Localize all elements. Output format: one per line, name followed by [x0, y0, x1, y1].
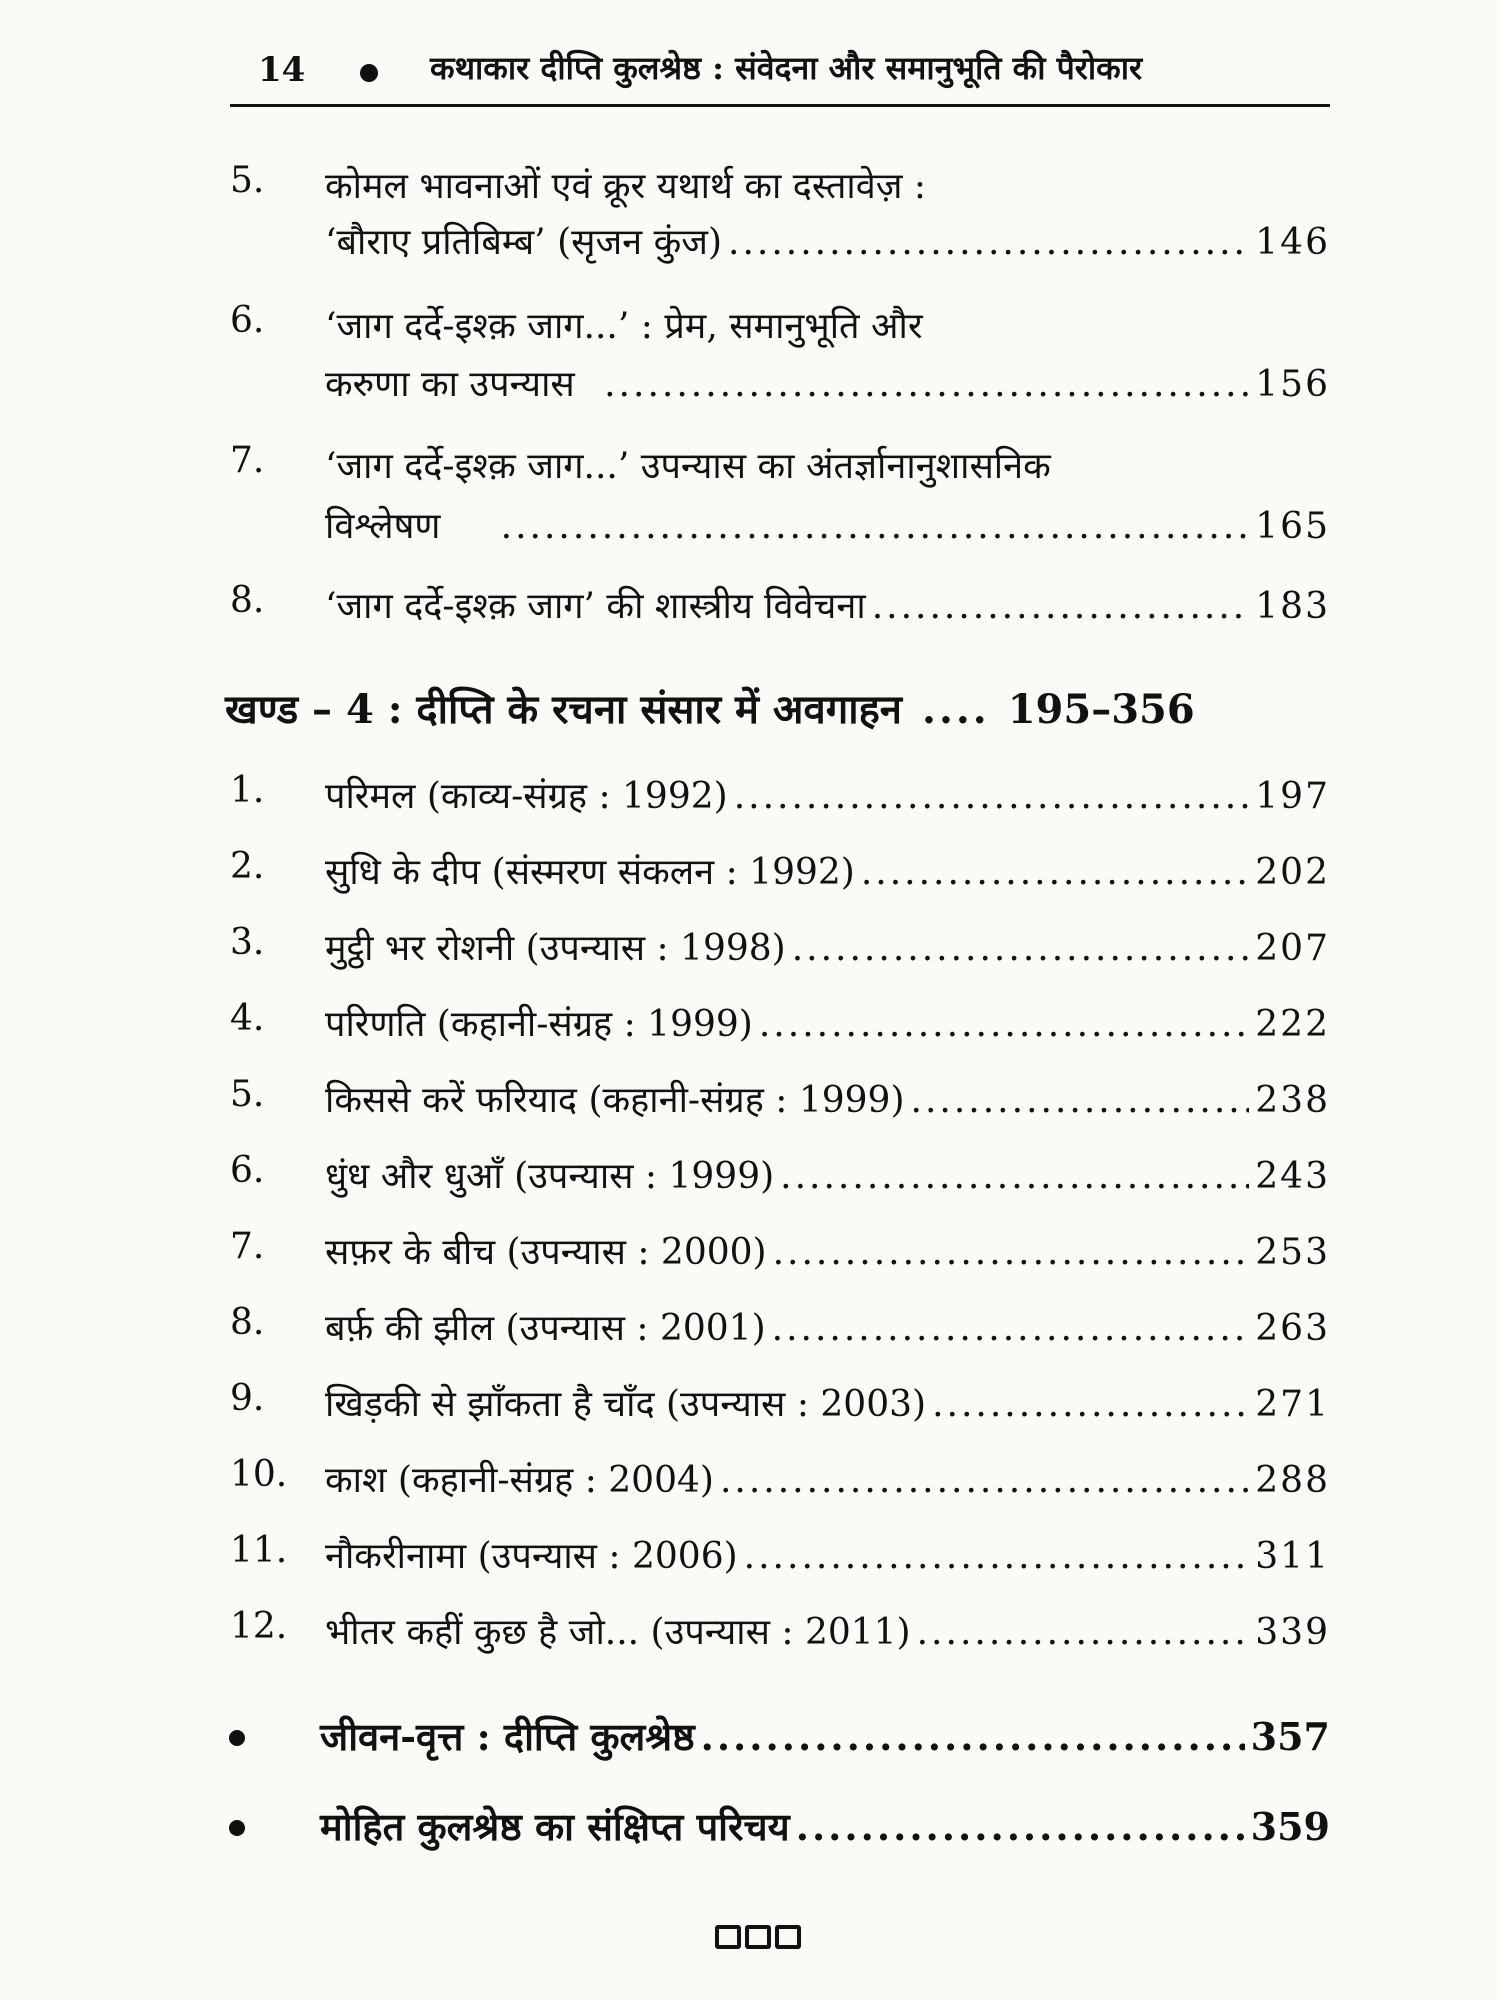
entry-number: 11. — [230, 1530, 288, 1571]
entry-page: 311 — [1255, 1536, 1330, 1577]
entry-page: 243 — [1255, 1156, 1330, 1197]
leader-dots — [792, 928, 1250, 969]
entry-page: 156 — [1255, 364, 1330, 405]
entry-number: 3. — [230, 922, 265, 963]
entry-title: परिणति (कहानी-संग्रह : 1999) — [325, 1004, 753, 1045]
toc-entry — [230, 440, 1330, 550]
section-title: खण्ड – 4 : दीप्ति के रचना संसार में अवगाहन — [225, 686, 903, 733]
toc-entry — [230, 1606, 1330, 1662]
entry-page: 253 — [1255, 1232, 1330, 1273]
entry-page: 357 — [1250, 1714, 1330, 1759]
entry-page: 271 — [1255, 1384, 1330, 1425]
toc-entry — [230, 770, 1330, 826]
leader-dots — [720, 1460, 1249, 1501]
header-bullet-icon — [360, 64, 378, 82]
entry-page: 222 — [1255, 1004, 1330, 1045]
entry-number: 1. — [230, 770, 265, 811]
entry-number: 9. — [230, 1378, 265, 1419]
entry-title: परिमल (काव्य-संग्रह : 1992) — [325, 776, 728, 817]
entry-title: किससे करें फरियाद (कहानी-संग्रह : 1999) — [325, 1080, 905, 1121]
entry-number: 8. — [230, 580, 265, 621]
entry-title-line1: ‘जाग दर्दे-इश्क़ जाग...’ : प्रेम, समानुभूति और — [325, 306, 923, 347]
entry-page: 165 — [1255, 506, 1330, 547]
leader-dots — [932, 1384, 1249, 1425]
leader-dots — [759, 1004, 1249, 1045]
leader-dots — [773, 1232, 1250, 1273]
leader-dots — [734, 776, 1250, 817]
entry-number: 10. — [230, 1454, 288, 1495]
page-number: 14 — [258, 50, 306, 90]
leader-dots — [604, 364, 1249, 405]
leader-dots — [701, 1714, 1245, 1759]
toc-entry — [230, 160, 1330, 270]
leader-dots — [744, 1536, 1250, 1577]
leader-dots — [728, 222, 1249, 263]
end-mark-icon — [715, 1925, 801, 1949]
toc-entry — [230, 1226, 1330, 1282]
entry-page: 339 — [1255, 1612, 1330, 1653]
running-header — [230, 36, 1330, 100]
toc-entry — [230, 922, 1330, 978]
toc-entry — [230, 1150, 1330, 1206]
entry-page: 238 — [1255, 1080, 1330, 1121]
entry-page: 183 — [1255, 586, 1330, 627]
entry-title: खिड़की से झाँकता है चाँद (उपन्यास : 2003) — [325, 1384, 927, 1425]
toc-entry — [230, 1378, 1330, 1434]
entry-title-line1: ‘जाग दर्दे-इश्क़ जाग...’ उपन्यास का अंतर्ज्ञानानुशासनिक — [325, 446, 1051, 487]
entry-title: मुट्ठी भर रोशनी (उपन्यास : 1998) — [325, 928, 786, 969]
entry-page: 207 — [1255, 928, 1330, 969]
section-dots: .... — [922, 686, 990, 733]
toc-entry — [230, 1302, 1330, 1358]
entry-number: 5. — [230, 1074, 265, 1115]
entry-page: 146 — [1255, 222, 1330, 263]
entry-title: धुंध और धुआँ (उपन्यास : 1999) — [325, 1156, 775, 1197]
entry-number: 7. — [230, 1226, 265, 1267]
entry-number: 4. — [230, 998, 265, 1039]
toc-entry — [230, 580, 1330, 636]
toc-entry — [230, 300, 1330, 410]
leader-dots — [501, 506, 1250, 547]
entry-title: बर्फ़ की झील (उपन्यास : 2001) — [325, 1308, 766, 1349]
entry-number: 5. — [230, 160, 265, 201]
entry-title-line2: ‘बौराए प्रतिबिम्ब’ (सृजन कुंज) — [325, 222, 722, 263]
entry-number: 12. — [230, 1606, 288, 1647]
leader-dots — [872, 586, 1250, 627]
section-pages: 195–356 — [1007, 686, 1195, 733]
running-title: कथाकार दीप्ति कुलश्रेष्ठ : संवेदना और समानुभूति की पैरोकार — [430, 49, 1143, 87]
bullet-icon — [229, 1730, 245, 1746]
entry-title: जीवन-वृत्त : दीप्ति कुलश्रेष्ठ — [320, 1714, 695, 1759]
entry-title: नौकरीनामा (उपन्यास : 2006) — [325, 1536, 738, 1577]
toc-entry — [230, 1530, 1330, 1586]
bullet-icon — [229, 1820, 245, 1836]
toc-entry — [230, 998, 1330, 1054]
entry-number: 7. — [230, 440, 265, 481]
toc-entry — [230, 846, 1330, 902]
entry-number: 6. — [230, 300, 265, 341]
entry-title-line1: कोमल भावनाओं एवं क्रूर यथार्थ का दस्तावेज़ : — [325, 166, 927, 207]
entry-page: 197 — [1255, 776, 1330, 817]
entry-title: काश (कहानी-संग्रह : 2004) — [325, 1460, 714, 1501]
toc-entry — [230, 1074, 1330, 1130]
entry-title: सुधि के दीप (संस्मरण संकलन : 1992) — [325, 852, 855, 893]
entry-title-line2: करुणा का उपन्यास — [325, 364, 575, 405]
entry-number: 8. — [230, 1302, 265, 1343]
entry-number: 6. — [230, 1150, 265, 1191]
leader-dots — [861, 852, 1249, 893]
entry-page: 202 — [1255, 852, 1330, 893]
leader-dots — [796, 1804, 1245, 1849]
appendix-entry — [225, 1800, 1330, 1860]
header-rule — [230, 104, 1330, 107]
leader-dots — [917, 1612, 1250, 1653]
leader-dots — [911, 1080, 1250, 1121]
section-heading — [225, 680, 1330, 735]
leader-dots — [780, 1156, 1249, 1197]
entry-title: भीतर कहीं कुछ है जो... (उपन्यास : 2011) — [325, 1612, 911, 1653]
entry-title: सफ़र के बीच (उपन्यास : 2000) — [325, 1232, 767, 1273]
toc-entry — [230, 1454, 1330, 1510]
entry-page: 288 — [1255, 1460, 1330, 1501]
appendix-entry — [225, 1710, 1330, 1770]
entry-title-line2: विश्लेषण — [325, 506, 441, 547]
entry-title: मोहित कुलश्रेष्ठ का संक्षिप्त परिचय — [320, 1804, 790, 1849]
leader-dots — [772, 1308, 1250, 1349]
entry-page: 359 — [1250, 1804, 1330, 1849]
entry-number: 2. — [230, 846, 265, 887]
entry-page: 263 — [1255, 1308, 1330, 1349]
entry-title: ‘जाग दर्दे-इश्क़ जाग’ की शास्त्रीय विवेचना — [325, 586, 866, 627]
